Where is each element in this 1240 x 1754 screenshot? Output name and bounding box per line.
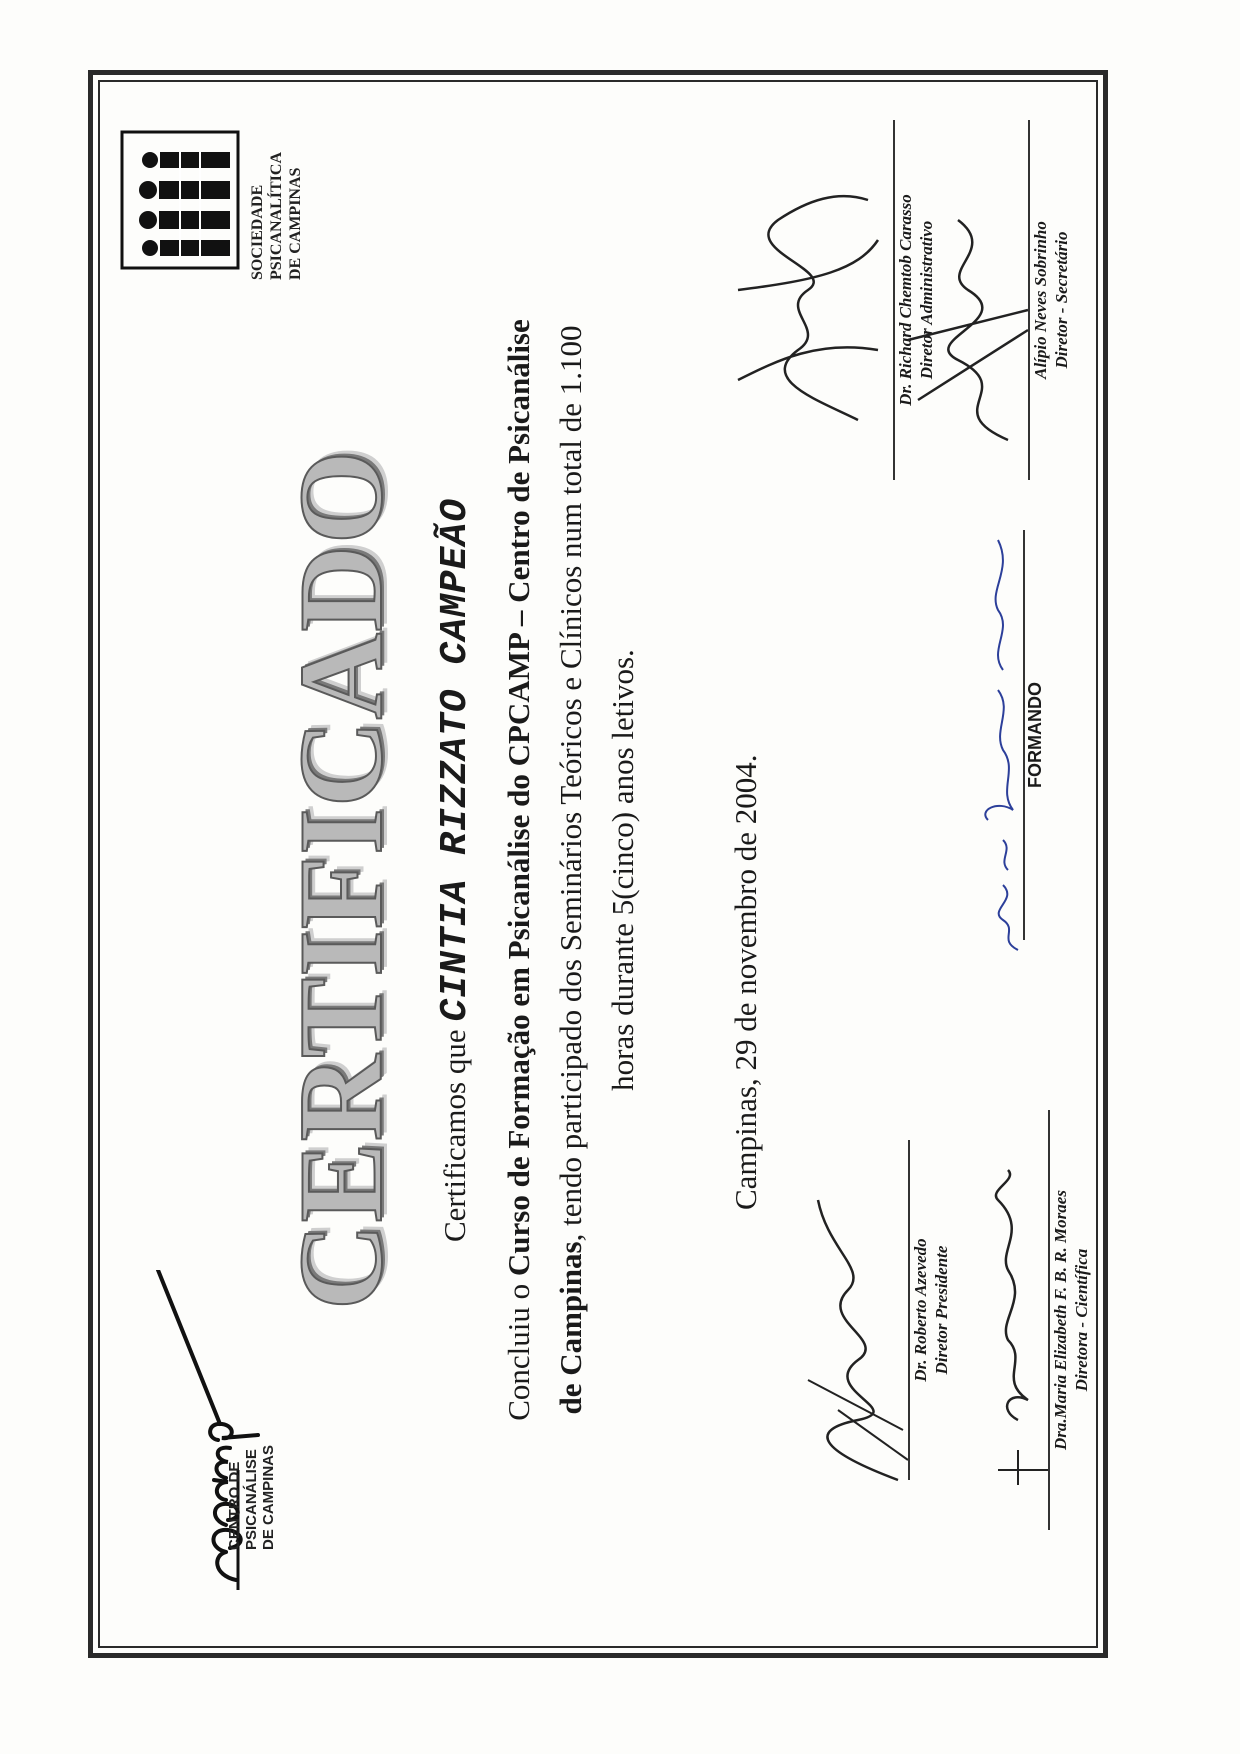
signatory-name: Dr. Roberto Azevedo	[911, 1238, 930, 1382]
signature-cientifica	[958, 1160, 1058, 1490]
signatory-role: Diretora - Científica	[1072, 1248, 1091, 1392]
certificate-title: CERTIFICADO	[274, 449, 407, 1310]
signature-administrativo	[718, 140, 898, 440]
certificate-body-line-3: horas durante 5(cinco) anos letivos.	[605, 649, 640, 1091]
signatory-role: Diretor Presidente	[932, 1245, 951, 1375]
signatory-name: Dra.Maria Elizabeth F. B. R. Moraes	[1051, 1190, 1070, 1450]
signature-secretario	[898, 160, 1038, 460]
body-text-segment: Concluiu o	[501, 1276, 536, 1421]
course-name-end: de Campinas	[553, 1241, 588, 1415]
cpcamp-subtitle-line: CENTRO DE	[226, 1461, 243, 1550]
certificate-body-line-1	[493, 190, 545, 1550]
sociedade-name-line: PSICANALÍTICA	[268, 151, 285, 280]
signatory-name: Dr. Richard Chemtob Carasso	[896, 194, 915, 406]
signatory-cientifica	[1048, 1110, 1092, 1530]
body-text-segment: , tendo participado dos Seminários Teóricos e Clínicos num total de 1.100	[553, 325, 588, 1242]
signatory-role: Diretor Administrativo	[917, 220, 936, 380]
cpcamp-subtitle-line: DE CAMPINAS	[260, 1444, 277, 1550]
signatory-name: Alípio Neves Sobrinho	[1031, 221, 1050, 379]
sociedade-name-line: DE CAMPINAS	[287, 167, 304, 280]
certificate-intro: Certificamos que	[437, 1029, 472, 1243]
certificate-body-line-2	[545, 190, 597, 1550]
signatory-formando	[1023, 530, 1046, 940]
certificate-body	[493, 190, 649, 1550]
certificate-intro-line	[433, 220, 478, 1520]
sociedade-name	[248, 152, 305, 280]
cpcamp-subtitle	[226, 1445, 277, 1550]
certificate-date: Campinas, 29 de novembro de 2004.	[728, 754, 763, 1210]
certificate-content	[98, 100, 1098, 1640]
graduate-name: CINTIA RIZZATO CAMPEÃO	[434, 497, 477, 1022]
signatory-secretario	[1028, 120, 1072, 480]
signatory-role: Diretor - Secretário	[1052, 231, 1071, 369]
signature-presidente	[798, 1190, 918, 1490]
course-name: Curso de Formação em Psicanálise do CPCAMP – Centro de Psicanálise	[501, 319, 536, 1277]
sociedade-logo	[120, 130, 240, 270]
formando-label: FORMANDO	[1025, 682, 1045, 788]
cpcamp-subtitle-line: PSICANÁLISE	[243, 1449, 260, 1550]
sociedade-name-line: SOCIEDADE	[249, 184, 266, 280]
cpcamp-logo	[118, 1270, 268, 1600]
signatory-presidente	[908, 1140, 952, 1480]
